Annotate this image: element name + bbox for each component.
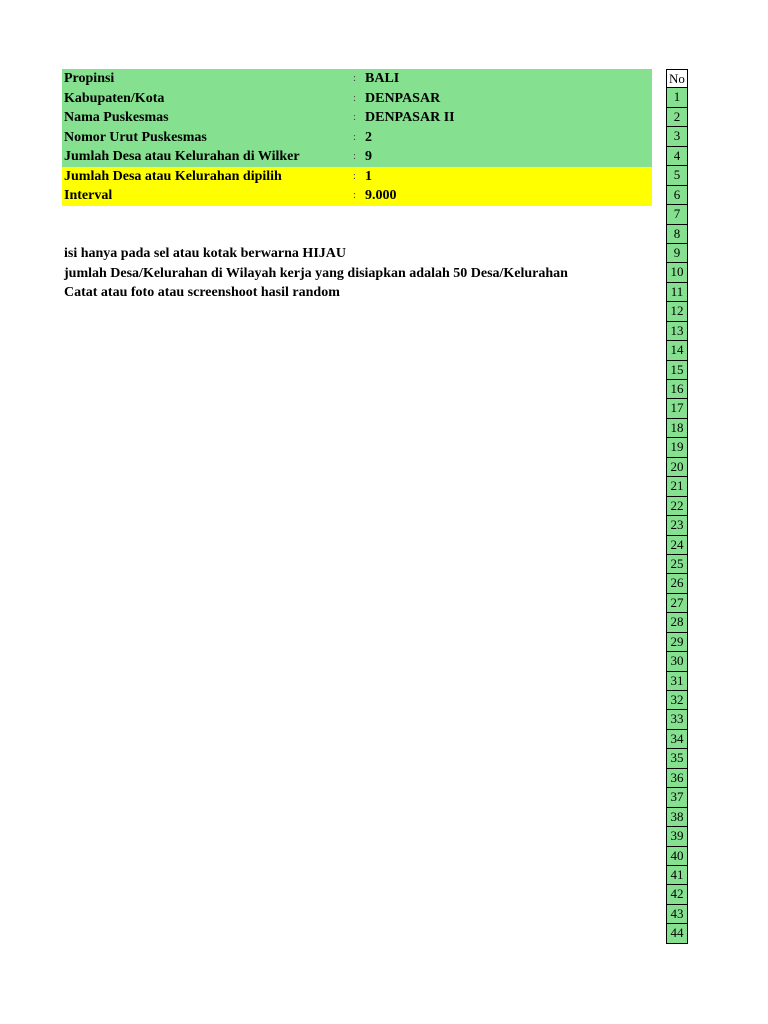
info-colon: : <box>353 91 357 104</box>
number-column <box>666 69 688 944</box>
info-row[interactable] <box>62 69 652 89</box>
no-cell[interactable]: 18 <box>666 419 688 438</box>
no-cell[interactable]: 28 <box>666 613 688 632</box>
no-cell[interactable]: 4 <box>666 147 688 166</box>
no-cell[interactable]: 2 <box>666 108 688 127</box>
info-colon: : <box>353 169 357 182</box>
info-value[interactable]: 9 <box>365 149 372 164</box>
info-colon: : <box>353 189 357 201</box>
no-cell[interactable]: 31 <box>666 672 688 691</box>
info-row[interactable] <box>62 89 652 109</box>
no-cell[interactable]: 24 <box>666 536 688 555</box>
info-label: Nama Puskesmas <box>64 110 169 125</box>
no-cell[interactable]: 23 <box>666 516 688 535</box>
no-cell[interactable]: 32 <box>666 691 688 710</box>
no-cell[interactable]: 33 <box>666 710 688 729</box>
no-cell[interactable]: 20 <box>666 458 688 477</box>
no-cell[interactable]: 34 <box>666 730 688 749</box>
info-label: Propinsi <box>64 71 115 86</box>
info-value[interactable]: 1 <box>365 168 372 184</box>
no-cell[interactable]: 44 <box>666 924 688 943</box>
no-cell[interactable]: 12 <box>666 302 688 321</box>
info-row[interactable] <box>62 147 652 167</box>
instruction-notes <box>64 244 568 303</box>
no-cell[interactable]: 14 <box>666 341 688 360</box>
info-value[interactable]: 2 <box>365 129 372 145</box>
no-cell[interactable]: 39 <box>666 827 688 846</box>
info-row[interactable] <box>62 186 652 206</box>
note-line: jumlah Desa/Kelurahan di Wilayah kerja yang disiapkan adalah 50 Desa/Kelurahan <box>64 265 568 281</box>
no-cell[interactable]: 30 <box>666 652 688 671</box>
info-colon: : <box>353 111 357 123</box>
no-cell[interactable]: 1 <box>666 88 688 107</box>
info-label: Nomor Urut Puskesmas <box>64 129 207 145</box>
no-cell[interactable]: 17 <box>666 399 688 418</box>
info-row[interactable] <box>62 108 652 128</box>
no-cell[interactable]: 16 <box>666 380 688 399</box>
note-line: Catat atau foto atau screenshoot hasil random <box>64 285 340 300</box>
info-value[interactable]: 9.000 <box>365 188 397 203</box>
no-cell[interactable]: 13 <box>666 322 688 341</box>
info-label: Jumlah Desa atau Kelurahan dipilih <box>64 168 282 184</box>
no-cell[interactable]: 6 <box>666 186 688 205</box>
no-cell[interactable]: 22 <box>666 497 688 516</box>
info-label: Interval <box>64 188 113 203</box>
no-cell[interactable]: 9 <box>666 244 688 263</box>
info-label: Kabupaten/Kota <box>64 90 165 106</box>
info-value[interactable]: DENPASAR <box>365 90 441 106</box>
no-cell[interactable]: 21 <box>666 477 688 496</box>
note-line: isi hanya pada sel atau kotak berwarna HIJAU <box>64 246 346 261</box>
no-cell[interactable]: 19 <box>666 438 688 457</box>
info-value[interactable]: BALI <box>365 71 400 86</box>
no-cell[interactable]: 27 <box>666 594 688 613</box>
no-cell[interactable]: 3 <box>666 127 688 146</box>
no-cell[interactable]: 8 <box>666 225 688 244</box>
no-column-header: No <box>666 69 688 88</box>
no-cell[interactable]: 37 <box>666 788 688 807</box>
info-value[interactable]: DENPASAR II <box>365 110 455 125</box>
info-colon: : <box>353 150 357 162</box>
no-cell[interactable]: 5 <box>666 166 688 185</box>
puskesmas-info-table <box>62 69 652 206</box>
no-cell[interactable]: 11 <box>666 283 688 302</box>
info-colon: : <box>353 130 357 143</box>
info-label: Jumlah Desa atau Kelurahan di Wilker <box>64 149 300 164</box>
info-row[interactable] <box>62 128 652 148</box>
info-colon: : <box>353 72 357 84</box>
no-cell[interactable]: 41 <box>666 866 688 885</box>
no-cell[interactable]: 25 <box>666 555 688 574</box>
no-cell[interactable]: 35 <box>666 749 688 768</box>
no-cell[interactable]: 40 <box>666 847 688 866</box>
no-cell[interactable]: 10 <box>666 263 688 282</box>
no-cell[interactable]: 26 <box>666 574 688 593</box>
no-cell[interactable]: 42 <box>666 885 688 904</box>
no-cell[interactable]: 7 <box>666 205 688 224</box>
info-row[interactable] <box>62 167 652 187</box>
no-cell[interactable]: 15 <box>666 361 688 380</box>
no-cell[interactable]: 36 <box>666 769 688 788</box>
no-cell[interactable]: 29 <box>666 633 688 652</box>
no-cell[interactable]: 43 <box>666 905 688 924</box>
no-cell[interactable]: 38 <box>666 808 688 827</box>
